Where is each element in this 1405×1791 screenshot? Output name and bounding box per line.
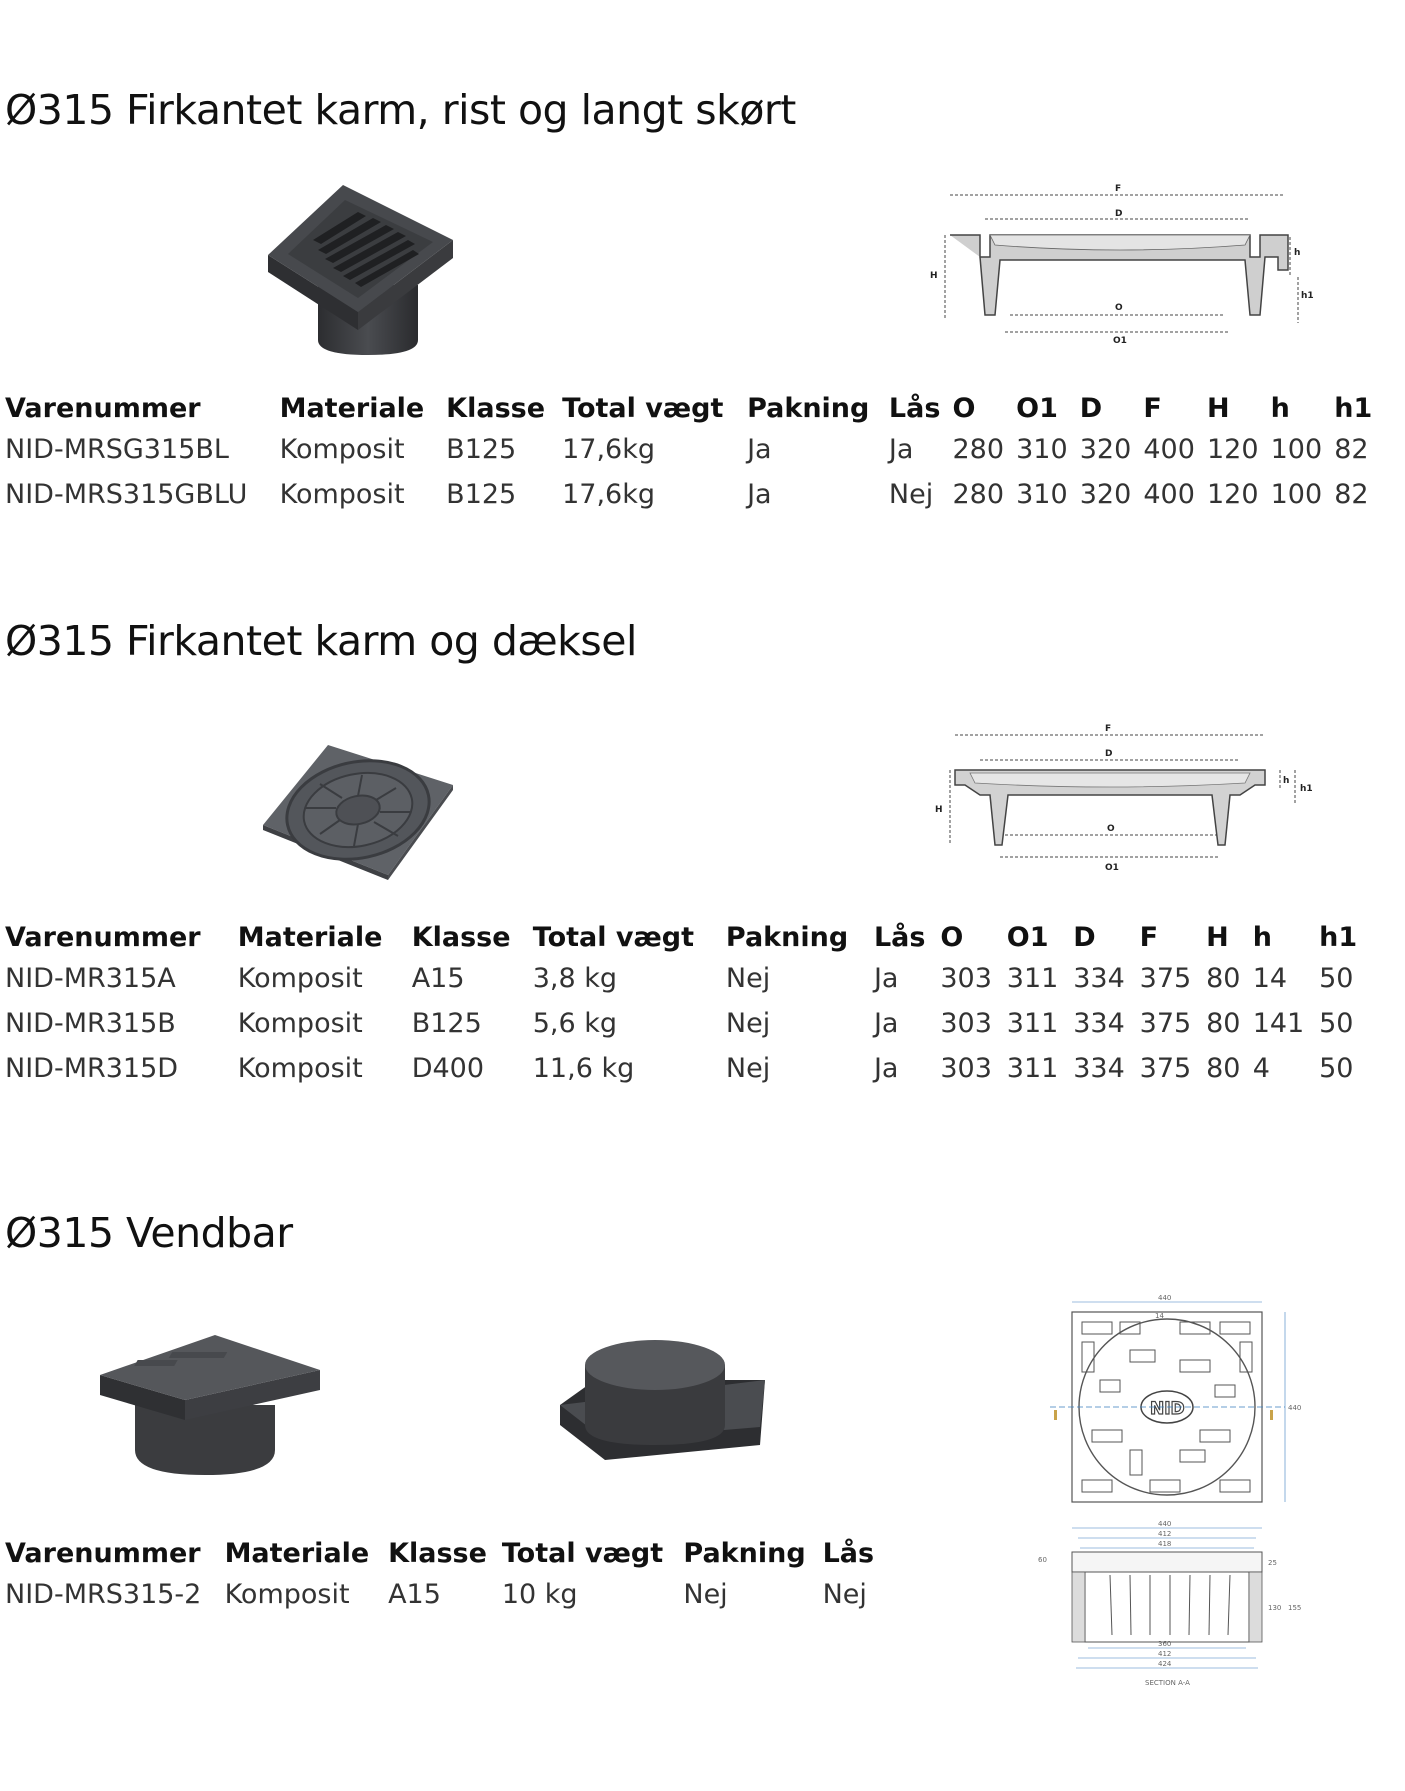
- svg-text:25: 25: [1268, 1559, 1277, 1567]
- table-cell: 311: [1006, 963, 1059, 994]
- svg-text:SECTION A-A: SECTION A-A: [1145, 1679, 1190, 1687]
- table-cell: NID-MR315D: [5, 1053, 179, 1084]
- technical-drawing-3: [1030, 1290, 1320, 1710]
- svg-text:440: 440: [1158, 1294, 1172, 1302]
- table-cell: 11,6 kg: [532, 1053, 635, 1084]
- header-cell: Total vægt: [501, 1538, 664, 1569]
- table-cell: B125: [411, 1008, 482, 1039]
- table-cell: Nej: [822, 1579, 867, 1610]
- table-cell: Ja: [873, 1008, 899, 1039]
- table-cell: 17,6kg: [562, 479, 656, 510]
- table-cell: 100: [1270, 479, 1323, 510]
- table-cell: 303: [940, 1008, 992, 1039]
- header-cell: Lås: [888, 393, 941, 424]
- svg-text:360: 360: [1158, 1640, 1172, 1648]
- header-cell: D: [1079, 393, 1103, 424]
- table-cell: Ja: [873, 1053, 899, 1084]
- table-cell: Nej: [888, 479, 934, 510]
- table-cell: 3,8 kg: [532, 963, 618, 994]
- table-cell: 375: [1139, 1053, 1192, 1084]
- table-cell: 375: [1139, 1008, 1192, 1039]
- table-cell: Ja: [888, 434, 914, 465]
- header-cell: Pakning: [747, 393, 870, 424]
- header-cell: Pakning: [683, 1538, 806, 1569]
- svg-text:O1: O1: [1105, 863, 1119, 873]
- table-cell: 311: [1006, 1053, 1059, 1084]
- table-cell: 400: [1143, 434, 1195, 465]
- table-cell: NID-MR315A: [5, 963, 176, 994]
- table-cell: 50: [1319, 1008, 1354, 1039]
- table-cell: 311: [1006, 1008, 1059, 1039]
- header-cell: O: [940, 922, 964, 953]
- header-cell: Klasse: [446, 393, 546, 424]
- product-image-grate-frame: [258, 180, 458, 360]
- product-image-reversible-square: [95, 1330, 325, 1480]
- table-cell: Komposit: [279, 479, 405, 510]
- table-cell: 303: [940, 963, 992, 994]
- svg-text:D: D: [1105, 749, 1113, 759]
- table-cell: A15: [388, 1579, 441, 1610]
- svg-text:60: 60: [1038, 1556, 1047, 1564]
- table-cell: NID-MRS315-2: [5, 1579, 202, 1610]
- header-cell: F: [1139, 922, 1159, 953]
- header-cell: D: [1073, 922, 1096, 953]
- product-image-reversible-round: [555, 1335, 770, 1480]
- svg-text:h: h: [1283, 776, 1290, 786]
- table-cell: 80: [1206, 1008, 1241, 1039]
- spec-table-1: [5, 393, 1383, 524]
- header-cell: Klasse: [411, 922, 511, 953]
- svg-text:h1: h1: [1300, 784, 1313, 794]
- header-cell: Lås: [873, 922, 926, 953]
- table-cell: 320: [1079, 434, 1132, 465]
- svg-text:H: H: [930, 271, 938, 281]
- table-cell: 334: [1073, 1053, 1125, 1084]
- table-cell: Komposit: [279, 434, 405, 465]
- table-cell: Ja: [747, 434, 772, 465]
- svg-text:NID: NID: [1150, 1399, 1185, 1419]
- table-cell: Komposit: [237, 1008, 363, 1039]
- header-cell: Materiale: [279, 393, 425, 424]
- product-image-square-cover: [258, 740, 458, 880]
- svg-text:H: H: [935, 805, 943, 815]
- table-cell: 82: [1334, 479, 1369, 510]
- header-cell: h1: [1319, 922, 1358, 953]
- svg-text:F: F: [1105, 724, 1112, 734]
- table-cell: Komposit: [224, 1579, 350, 1610]
- table-cell: A15: [411, 963, 465, 994]
- table-cell: 375: [1139, 963, 1192, 994]
- svg-text:h: h: [1294, 248, 1301, 258]
- table-cell: 280: [952, 434, 1005, 465]
- svg-text:130: 130: [1268, 1604, 1282, 1612]
- table-cell: Komposit: [237, 1053, 363, 1084]
- svg-text:412: 412: [1158, 1650, 1172, 1658]
- svg-text:418: 418: [1158, 1540, 1172, 1548]
- table-cell: 334: [1073, 963, 1125, 994]
- table-cell: Nej: [725, 1053, 771, 1084]
- table-cell: D400: [411, 1053, 485, 1084]
- header-cell: Materiale: [224, 1538, 370, 1569]
- table-cell: NID-MRS315GBLU: [5, 479, 248, 510]
- header-cell: h: [1270, 393, 1290, 424]
- spec-table-2: [5, 922, 1370, 1098]
- svg-text:h1: h1: [1301, 291, 1314, 301]
- table-row: [5, 963, 1370, 1008]
- header-cell: Materiale: [237, 922, 383, 953]
- table-cell: 303: [940, 1053, 992, 1084]
- table-cell: B125: [446, 479, 517, 510]
- header-cell: Pakning: [725, 922, 849, 953]
- table-header-row: [5, 393, 1383, 434]
- table-cell: 80: [1206, 963, 1241, 994]
- table-row: [5, 434, 1383, 479]
- header-cell: Varenummer: [5, 1538, 201, 1569]
- table-cell: Nej: [725, 1008, 771, 1039]
- svg-text:D: D: [1115, 209, 1123, 219]
- header-cell: O1: [1006, 922, 1049, 953]
- svg-text:O: O: [1107, 824, 1115, 834]
- section-title: Ø315 Firkantet karm og dæksel: [5, 617, 637, 665]
- section-title: Ø315 Vendbar: [5, 1209, 293, 1257]
- table-cell: 5,6 kg: [532, 1008, 618, 1039]
- table-cell: 310: [1016, 479, 1068, 510]
- header-cell: H: [1207, 393, 1230, 424]
- table-cell: 141: [1252, 1008, 1305, 1039]
- table-header-row: [5, 922, 1370, 963]
- table-cell: 280: [952, 479, 1005, 510]
- header-cell: O1: [1016, 393, 1058, 424]
- table-cell: Komposit: [237, 963, 363, 994]
- table-cell: 120: [1207, 479, 1259, 510]
- header-cell: Total vægt: [532, 922, 695, 953]
- header-cell: Varenummer: [5, 922, 201, 953]
- header-cell: F: [1143, 393, 1162, 424]
- header-cell: Klasse: [388, 1538, 487, 1569]
- table-cell: 120: [1207, 434, 1259, 465]
- table-cell: 82: [1334, 434, 1369, 465]
- table-cell: 50: [1319, 963, 1354, 994]
- header-cell: Total vægt: [562, 393, 724, 424]
- table-cell: 320: [1079, 479, 1132, 510]
- section-title: Ø315 Firkantet karm, rist og langt skørt: [5, 86, 796, 134]
- svg-text:424: 424: [1158, 1660, 1172, 1668]
- table-header-row: [5, 1538, 885, 1579]
- table-cell: 400: [1143, 479, 1195, 510]
- table-cell: Nej: [683, 1579, 728, 1610]
- table-row: [5, 1053, 1370, 1098]
- table-cell: 10 kg: [501, 1579, 578, 1610]
- table-row: [5, 1579, 885, 1624]
- header-cell: O: [952, 393, 976, 424]
- table-cell: 4: [1252, 1053, 1270, 1084]
- table-row: [5, 479, 1383, 524]
- header-cell: Lås: [822, 1538, 875, 1569]
- table-cell: Nej: [725, 963, 771, 994]
- table-cell: 14: [1252, 963, 1288, 994]
- svg-text:O: O: [1115, 303, 1123, 313]
- table-cell: 50: [1319, 1053, 1354, 1084]
- table-cell: NID-MRSG315BL: [5, 434, 229, 465]
- table-row: [5, 1008, 1370, 1053]
- header-cell: Varenummer: [5, 393, 201, 424]
- header-cell: h1: [1334, 393, 1373, 424]
- table-cell: 334: [1073, 1008, 1125, 1039]
- table-cell: Ja: [873, 963, 899, 994]
- technical-drawing-1: [920, 175, 1320, 355]
- svg-text:F: F: [1115, 184, 1122, 194]
- svg-text:O1: O1: [1113, 336, 1127, 346]
- svg-text:440: 440: [1288, 1404, 1302, 1412]
- table-cell: Ja: [747, 479, 772, 510]
- svg-text:440: 440: [1158, 1520, 1172, 1528]
- header-cell: h: [1252, 922, 1272, 953]
- svg-text:14: 14: [1155, 1312, 1164, 1320]
- table-cell: 80: [1206, 1053, 1241, 1084]
- table-cell: 310: [1016, 434, 1068, 465]
- header-cell: H: [1206, 922, 1229, 953]
- table-cell: 100: [1270, 434, 1323, 465]
- svg-text:412: 412: [1158, 1530, 1172, 1538]
- svg-text:155: 155: [1288, 1604, 1302, 1612]
- table-cell: NID-MR315B: [5, 1008, 176, 1039]
- spec-table-3: [5, 1538, 885, 1624]
- table-cell: B125: [446, 434, 517, 465]
- table-cell: 17,6kg: [562, 434, 656, 465]
- technical-drawing-2: [920, 715, 1320, 875]
